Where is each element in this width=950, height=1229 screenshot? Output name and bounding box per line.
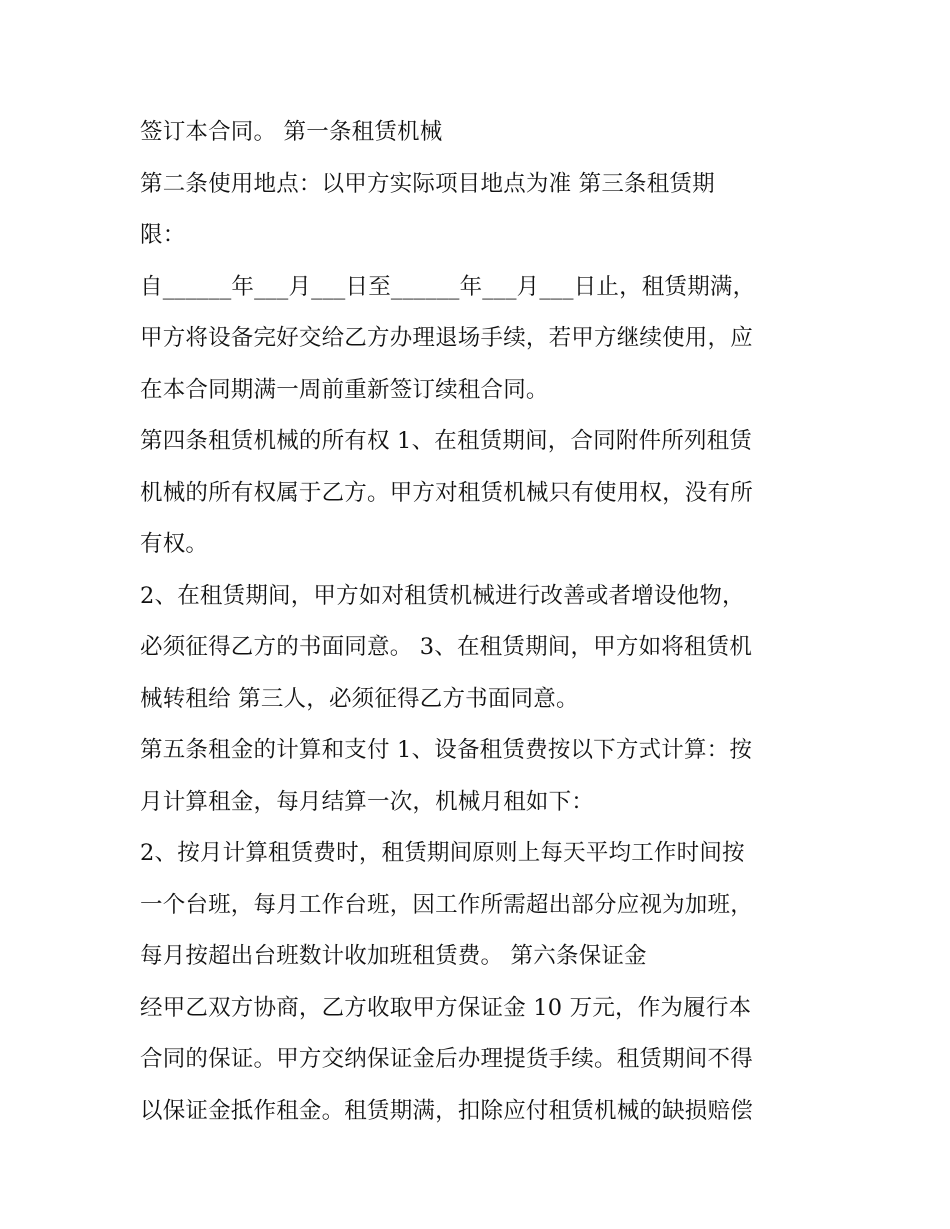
- text-line: 械转租给 第三人，必须征得乙方书面同意。: [140, 685, 579, 712]
- text-line: 2、按月计算租赁费时，租赁期间原则上每天平均工作时间按: [140, 840, 745, 866]
- text-line: 月计算租金，每月结算一次，机械月租如下：: [140, 788, 595, 815]
- text-line: 合同的保证。甲方交纳保证金后办理提货手续。租赁期间不得: [140, 1046, 753, 1072]
- text-line: 机械的所有权属于乙方。甲方对租赁机械只有使用权，没有所: [140, 479, 753, 506]
- text-line: 以保证金抵作租金。租赁期满，扣除应付租赁机械的缺损赔偿: [140, 1097, 753, 1124]
- text-line: 签订本合同。 第一条租赁机械: [140, 119, 443, 145]
- text-line: 限：: [140, 222, 186, 248]
- text-line: 2、在租赁期间，甲方如对租赁机械进行改善或者增设他物，: [140, 582, 745, 609]
- text-line: 第五条租金的计算和支付 1、设备租赁费按以下方式计算：按: [140, 737, 753, 763]
- text-line: 第二条使用地点：以甲方实际项目地点为准 第三条租赁期: [140, 170, 715, 197]
- text-line: 有权。: [140, 531, 209, 557]
- text-line: 甲方将设备完好交给乙方办理退场手续，若甲方继续使用，应: [140, 325, 753, 351]
- text-line: 第四条租赁机械的所有权 1、在租赁期间，合同附件所列租赁: [140, 428, 753, 454]
- text-line: 必须征得乙方的书面同意。 3、在租赁期间，甲方如将租赁机: [140, 634, 753, 660]
- text-line: 经甲乙双方协商，乙方收取甲方保证金 10 万元，作为履行本: [140, 994, 752, 1021]
- text-line: 每月按超出台班数计收加班租赁费。 第六条保证金: [140, 943, 647, 969]
- text-line: 自______年___月___日至______年___月___日止，租赁期满，: [140, 273, 756, 300]
- text-line: 一个台班，每月工作台班，因工作所需超出部分应视为加班，: [140, 891, 753, 918]
- text-line: 在本合同期满一周前重新签订续租合同。: [140, 376, 549, 403]
- contract-text: [140, 107, 830, 1137]
